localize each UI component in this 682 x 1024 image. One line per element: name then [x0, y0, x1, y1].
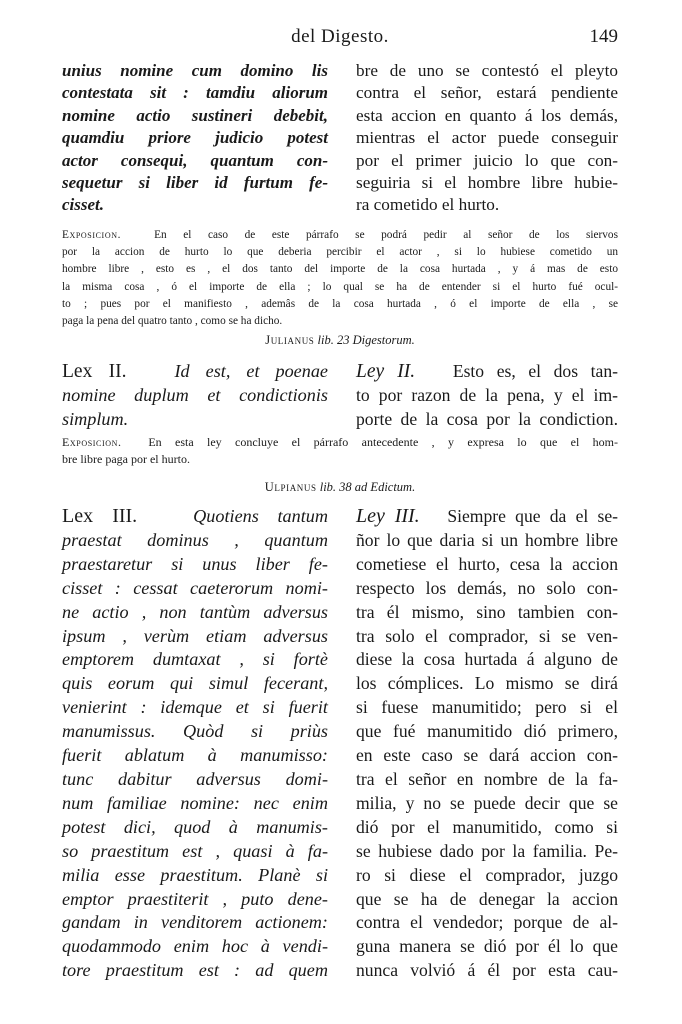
- lex-heading: Lex II.: [62, 361, 127, 382]
- spanish-line: en este caso se dará accion con-: [356, 745, 618, 766]
- page-number: 149: [589, 26, 618, 47]
- ley-heading: Ley III.: [356, 505, 420, 527]
- spanish-line: ra cometido el hurto.: [356, 195, 500, 215]
- exposicion-line: En esta ley concluye el párrafo antecedente , y expresa lo que el hom-: [148, 435, 619, 449]
- spanish-line: por el primer juicio lo que con-: [356, 150, 618, 170]
- spanish-line: tra solo el comprador, si se ven-: [356, 625, 618, 646]
- spanish-line: Siempre que da el se-: [447, 506, 619, 526]
- latin-line: Id est, et poenae: [174, 361, 329, 381]
- latin-line: contestata sit : tamdiu aliorum: [62, 83, 328, 103]
- exposicion-line: En el caso de este párrafo se podrá pedir al señor de los siervos: [154, 229, 618, 241]
- latin-line: praestaretur si unus liber fe-: [62, 553, 328, 574]
- parallel-text-block-lex-3: [62, 505, 618, 983]
- latin-line: sequetur si liber id furtum fe-: [62, 173, 328, 193]
- spanish-line: milia, y no se puede decir que se: [356, 792, 618, 813]
- latin-column: [62, 60, 328, 217]
- spanish-line: Esto es, el dos tan-: [452, 361, 618, 381]
- latin-line: venierint : idemque et si fuerit: [62, 697, 328, 718]
- page-header: [62, 26, 618, 56]
- latin-line: praestat dominus , quantum: [62, 529, 328, 550]
- source-author: Julianus: [265, 333, 315, 347]
- latin-line: unius nomine cum domino lis: [62, 61, 328, 80]
- spanish-column: [356, 505, 618, 983]
- spanish-line: tra el señor en nombre de la fa-: [356, 768, 618, 789]
- latin-column: [62, 360, 328, 432]
- spanish-line: tra él mismo, sino tambien con-: [356, 601, 618, 622]
- ley-heading: Ley II.: [356, 361, 416, 382]
- lex-heading: Lex III.: [62, 505, 138, 527]
- latin-line: simplum.: [62, 408, 129, 429]
- latin-line: tunc dabitur adversus domi-: [62, 768, 328, 789]
- latin-line: potest dici, quod à manumis-: [62, 816, 328, 837]
- source-citation-2: [62, 480, 618, 495]
- latin-column: [62, 505, 328, 983]
- spanish-line: ñor lo que daria si un hombre libre: [356, 529, 618, 550]
- latin-line: cisset : cessat caeterorum nomi-: [62, 577, 328, 598]
- exposicion-line: paga la pena del quatro tanto , como se ha dicho.: [62, 315, 283, 328]
- source-citation-1: [62, 333, 618, 348]
- exposicion-note-2: [62, 434, 618, 468]
- latin-line: nomine duplum et condictionis: [62, 384, 328, 405]
- source-reference: lib. 38 ad Edictum.: [319, 480, 416, 494]
- latin-line: tore praestitum est : ad quem: [62, 960, 328, 981]
- spanish-column: [356, 60, 618, 217]
- parallel-text-block-lex-2: [62, 360, 618, 432]
- latin-line: so praestitum est , quasi à fa-: [62, 840, 328, 861]
- latin-line: quamdiu priore judicio potest: [62, 128, 328, 148]
- latin-line: quodammodo enim hoc à vendi-: [62, 936, 328, 957]
- latin-line: nomine actio sustineri debebit,: [62, 105, 328, 125]
- spanish-line: si fuese manumitido; pero si el: [356, 697, 618, 718]
- latin-line: cisset.: [62, 195, 105, 215]
- source-reference: lib. 23 Digestorum.: [317, 333, 415, 347]
- exposicion-note-1: [62, 227, 618, 330]
- spanish-line: esta accion en quanto á los demás,: [356, 105, 618, 125]
- exposicion-label: Exposicion.: [62, 435, 122, 449]
- latin-line: gandam in venditorem actionem:: [62, 912, 328, 933]
- latin-line: fuerit ablatum à manumisso:: [62, 745, 328, 766]
- exposicion-label: Exposicion.: [62, 229, 121, 241]
- exposicion-line: bre libre paga por el hurto.: [62, 452, 190, 467]
- spanish-line: mientras el actor puede conseguir: [356, 128, 618, 148]
- latin-line: quis eorum qui simul fecerant,: [62, 673, 328, 694]
- spanish-line: dió por el manumitido, como si: [356, 816, 618, 837]
- spanish-line: ro si diese el comprador, juzgo: [356, 864, 618, 885]
- latin-line: manumissus. Quòd si priùs: [62, 721, 328, 742]
- spanish-line: contra el vendedor; porque de al-: [356, 912, 618, 933]
- latin-line: ne actio , non tantùm adversus: [62, 601, 328, 622]
- latin-line: ipsum , verùm etiam adversus: [62, 625, 328, 646]
- latin-line: num familiae nomine: nec enim: [62, 792, 328, 813]
- spanish-line: cometiese el hurto, cesa la accion: [356, 553, 618, 574]
- spanish-line: guna manera se dió por él lo que: [356, 936, 618, 957]
- exposicion-line: por la accion de hurto lo que deberia percibir el actor , si lo hubiese cometido un: [62, 246, 618, 259]
- spanish-line: que fué manumitido dió primero,: [356, 721, 618, 742]
- spanish-line: to por razon de la pena, y el im-: [356, 384, 618, 405]
- spanish-line: que se ha de denegar la accion: [356, 888, 618, 909]
- spanish-line: los cómplices. Lo mismo se dirá: [356, 673, 618, 694]
- latin-line: milia esse praestitum. Planè si: [62, 864, 328, 885]
- latin-line: actor consequi, quantum con-: [62, 150, 328, 170]
- exposicion-line: hombre libre , esto es , el dos tanto del importe de la cosa hurtada , y á mas de esto: [62, 263, 618, 276]
- latin-line: emptorem dumtaxat , si fortè: [62, 649, 328, 670]
- exposicion-line: to ; pues por el manifiesto , ademâs de la cosa hurtada , ó el importe de ella , se: [62, 297, 618, 310]
- spanish-line: bre de uno se contestó el pleyto: [356, 61, 618, 80]
- spanish-line: nunca volvió á él por esta cau-: [356, 960, 618, 981]
- exposicion-line: la misma cosa , ó el importe de ella ; lo qual se ha de entender si el hurto fué ocul-: [62, 280, 618, 293]
- spanish-line: se hubiese dado por la familia. Pe-: [356, 840, 618, 861]
- spanish-line: seguiria si el hombre libre hubie-: [356, 173, 618, 193]
- parallel-text-block-1: [62, 60, 618, 217]
- latin-line: emptor praestiterit , puto dene-: [62, 888, 328, 909]
- source-author: Ulpianus: [264, 480, 317, 494]
- spanish-line: porte de la cosa por la condiction.: [356, 408, 618, 429]
- spanish-column: [356, 360, 618, 432]
- spanish-line: contra el señor, estará pendiente: [356, 83, 618, 103]
- spanish-line: respecto los demás, no solo con-: [356, 577, 618, 598]
- latin-line: Quotiens tantum: [193, 506, 329, 526]
- spanish-line: diese la cosa hurtada á alguno de: [356, 649, 618, 670]
- running-title: del Digesto.: [291, 26, 389, 47]
